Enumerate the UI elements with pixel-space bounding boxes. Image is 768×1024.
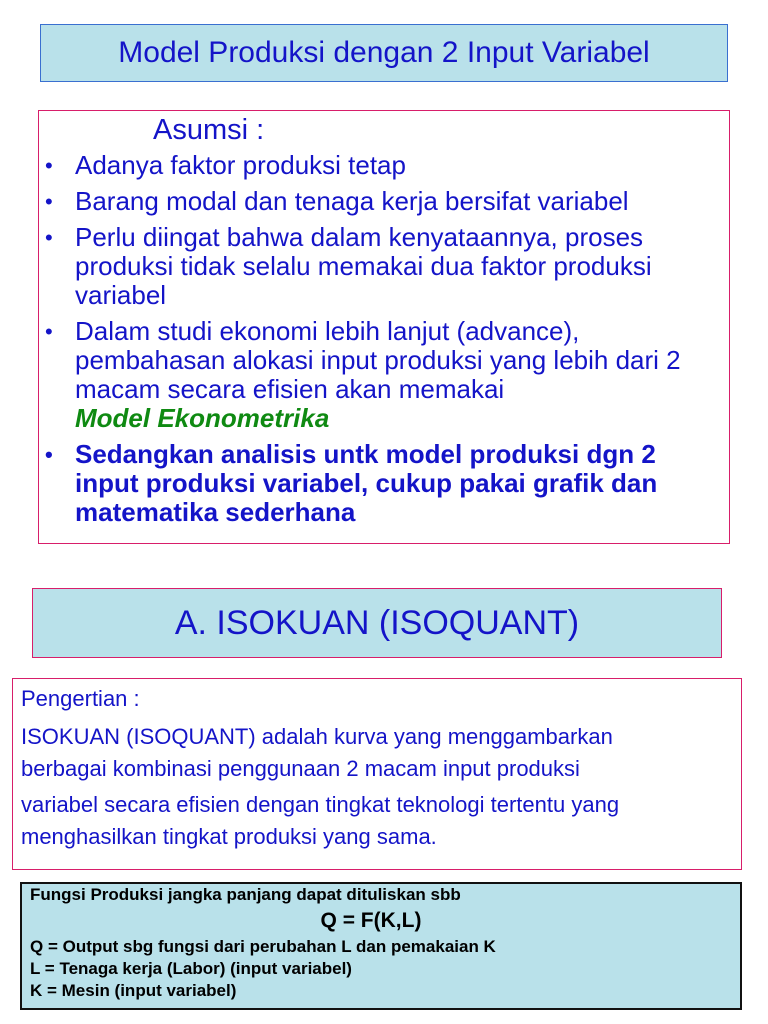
k-definition: K = Mesin (input variabel)	[30, 981, 237, 1000]
definition-body	[21, 721, 733, 853]
emphasis-model-ekonometrika: Model Ekonometrika	[75, 403, 330, 433]
assumption-item	[39, 187, 729, 216]
assumption-item	[39, 223, 729, 310]
assumption-text: Perlu diingat bahwa dalam kenyataannya, proses produksi tidak selalu memakai dua faktor produksi variabel	[75, 222, 652, 310]
slide-title: Model Produksi dengan 2 Input Variabel	[118, 36, 650, 69]
l-definition: L = Tenaga kerja (Labor) (input variabel)	[30, 959, 352, 978]
formula-intro: Fungsi Produksi jangka panjang dapat dituliskan sbb	[30, 885, 461, 904]
section-title-box	[32, 588, 722, 658]
assumption-text: Adanya faktor produksi tetap	[75, 150, 406, 180]
definition-box	[12, 678, 742, 870]
assumptions-box	[38, 110, 730, 544]
definition-line: menghasilkan tingkat produksi yang sama.	[21, 824, 437, 849]
definition-line: variabel secara efisien dengan tingkat teknologi tertentu yang	[21, 792, 620, 817]
bullet-icon: •	[45, 189, 53, 214]
slide-title-box	[40, 24, 728, 82]
definition-line: ISOKUAN (ISOQUANT) adalah kurva yang menggambarkan	[21, 724, 613, 749]
bullet-icon: •	[45, 319, 53, 344]
production-function-formula: Q = F(K,L)	[320, 909, 422, 932]
section-title: A. ISOKUAN (ISOQUANT)	[174, 603, 580, 642]
assumption-item	[39, 151, 729, 180]
assumption-item	[39, 317, 729, 433]
bullet-icon: •	[45, 442, 53, 467]
definition-heading: Pengertian :	[21, 686, 140, 711]
assumptions-heading: Asumsi :	[153, 114, 265, 146]
assumption-text: Dalam studi ekonomi lebih lanjut (advance), pembahasan alokasi input produksi yang lebih dari 2 macam secara efisien akan memakai	[75, 316, 681, 404]
assumption-text: Barang modal dan tenaga kerja bersifat variabel	[75, 186, 629, 216]
formula-box	[20, 882, 742, 1010]
assumptions-list	[39, 151, 729, 534]
bullet-icon: •	[45, 225, 53, 250]
q-definition: Q = Output sbg fungsi dari perubahan L dan pemakaian K	[30, 937, 496, 956]
bullet-icon: •	[45, 153, 53, 178]
assumption-text: Sedangkan analisis untk model produksi dgn 2 input produksi variabel, cukup pakai grafik dan matematika sederhana	[75, 439, 658, 527]
assumption-item	[39, 440, 729, 527]
definition-line: berbagai kombinasi penggunaan 2 macam input produksi	[21, 756, 580, 781]
